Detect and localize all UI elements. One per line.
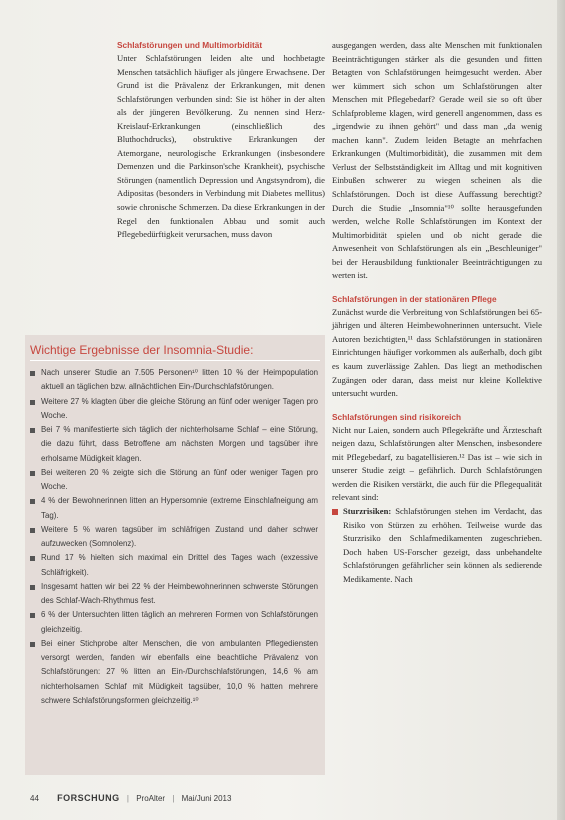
bullet-square-icon (332, 509, 338, 515)
list-item: Bei 7 % manifestierte sich täglich der nichterholsame Schlaf – eine Störung, die dazu führt, dass Betroffene am nächsten Morgen und tagsüber ihre erholsame Müdigkeit klagen. (30, 423, 318, 466)
list-item: Weitere 5 % waren tagsüber im schläfrigen Zustand und daher schwer aufzuwecken (Somnolenz). (30, 523, 318, 552)
page-footer (30, 793, 231, 803)
list-item: 4 % der Bewohnerinnen litten an Hypersomnie (extreme Einschlafneigung am Tag). (30, 494, 318, 523)
publication-name: ProAlter (136, 794, 166, 803)
bullet-square-icon (30, 471, 35, 476)
footer-separator: | (126, 794, 129, 803)
page-number: 44 (30, 794, 39, 803)
bullet-square-icon (30, 528, 35, 533)
list-item: Bei weiteren 20 % zeigte sich die Störung an fünf oder weniger Tagen pro Woche. (30, 466, 318, 495)
list-item: Nach unserer Studie an 7.505 Personen¹⁰ litten 10 % der Heimpopulation aktuell an täglichen bzw. allnächtlichen Ein-/Durchschlafstörungen. (30, 366, 318, 395)
issue-date: Mai/Juni 2013 (181, 794, 232, 803)
study-results-title: Wichtige Ergebnisse der Insomnia-Studie: (30, 343, 254, 357)
left-body-text: Unter Schlafstörungen leiden alte und hochbetagte Menschen tatsächlich häufiger als jüngere Erwachsene. Der Grund ist die Prävalenz der Erkrankungen, mit denen Schlafstörungen verbunden sind: Sie ist höher in der alten als der jüngeren Bevölkerung. Zu nennen sind Herz-Kreislauf-Erkrankungen (einschließlich des Bluthochdrucks), obstruktive Erkrankungen der Atemorgane, neurologische Erkrankungen (insbesondere Demenzen und die Parkinson'sche Krankheit), psychische Störungen (namentlich Depression und Angstsyndrom), die Adipositas (besonders in Verbindung mit Diabetes mellitus) sowie chronische Schmerzen. Da diese Erkrankungen in der Regel den funktionalen Abbau und somit auch Pflegebedürftigkeit verursachen, muss davon (117, 53, 325, 240)
list-item: Rund 17 % hielten sich maximal ein Drittel des Tages wach (exzessive Schläfrigkeit). (30, 551, 318, 580)
study-results-list (30, 366, 318, 708)
bullet-square-icon (30, 499, 35, 504)
bullet-square-icon (30, 585, 35, 590)
section-heading-multimorbidity: Schlafstörungen und Multimorbidität (117, 40, 263, 50)
right-intro-text: ausgegangen werden, dass alte Menschen mit funktionalen Beeinträchtigungen stärker als die gesunden und fitten Betagten von Schlafstörungen heimgesucht werden. Aber wer kümmert sich schon um Schlafstörungen alter Menschen mit Pflegebedarf? Gerade weil sie so oft über Schlafprobleme klagen, wird generell angenommen, dass es „irgendwie zu ihnen gehört" und dass man „da wenig machen kann". Zudem leiden Betagte an mehrfachen Erkrankungen (Multimorbidität), die zusammen mit dem Verlust der Selbstständigkeit im Alltag und mit kognitiven Einbußen schwerer zu wiegen scheinen als die Schlafstörungen. Doch ist diese Auffassung berechtigt? Durch die Studie „Insomnia"¹⁰ sollte herausgefunden werden, welche Rolle Schlafstörungen im Kontext der Multimorbidität spielen und ob nicht gerade die Anwesenheit von Schlafstörungen als ein „Beschleuniger" bei der Herausbildung funktionaler Beeinträchtigungen zu werten ist. (332, 40, 542, 281)
section-label: FORSCHUNG (57, 793, 120, 803)
footer-separator: | (172, 794, 175, 803)
bullet-text: Schlafstörungen stehen im Verdacht, das Risiko von Stürzen zu erhöhen. Teilweise wurde das Sturzrisiko den Schlafmedikamenten zugeschrieben. Doch haben US-Forscher gezeigt, dass unbehandelte Schlafstörungen gefährlicher sein können als sedierende Medikamente. Nach (343, 505, 542, 584)
risks-list (332, 505, 542, 586)
inpatient-care-text: Zunächst wurde die Verbreitung von Schlafstörungen bei 65-jährigen und älteren Heimbewohnerinnen untersucht. Viele Autoren bezichtigten,¹¹ dass Schlafstörungen in stationären Einrichtungen häufiger vorkommen als außerhalb, doch gibt es kaum zuverlässige Zahlen. Das liegt an methodischen Zugängen oder daran, dass meist nur kleine Kollektive untersucht wurden. (332, 306, 542, 399)
left-column (117, 39, 325, 242)
bullet-square-icon (30, 613, 35, 618)
bullet-term: Sturzrisiken: (343, 505, 392, 516)
bullet-square-icon (30, 428, 35, 433)
bullet-square-icon (30, 556, 35, 561)
section-heading-inpatient-care: Schlafstörungen in der stationären Pflege (332, 293, 497, 304)
list-item: Bei einer Stichprobe alter Menschen, die von ambulanten Pflegediensten versorgt werden, fanden wir ebenfalls eine beachtliche Prävalenz von Schlafstörungen: 27 % litten an Ein-/Durchschlafstörungen, 14,6 % am nichterholsamen Schlaf mit Müdigkeit tagsüber, 10,0 % hatten mehrere schwere Schlafstörungsformen gleichzeitig.¹⁰ (30, 637, 318, 708)
right-column (332, 39, 542, 586)
section-heading-risks: Schlafstörungen sind risikoreich (332, 411, 462, 422)
bullet-square-icon (30, 642, 35, 647)
bullet-square-icon (30, 400, 35, 405)
list-item (332, 505, 542, 586)
bullet-square-icon (30, 371, 35, 376)
risks-text: Nicht nur Laien, sondern auch Pflegekräfte und Ärzteschaft neigen dazu, Schlafstörungen alter Menschen, insbesondere mit Pflegebedarf, zu bagatellisieren.¹² Das ist – wie sich in unserer Studie zeigt – gefährlich. Durch Schlafstörungen werden die Risiken verstärkt, die auch für die Pflegequalität relevant sind: (332, 424, 542, 503)
page-edge (557, 0, 565, 820)
list-item: 6 % der Untersuchten litten täglich an mehreren Formen von Schlafstörungen gleichzeitig. (30, 608, 318, 637)
box-divider (30, 360, 320, 361)
list-item: Weitere 27 % klagten über die gleiche Störung an fünf oder weniger Tagen pro Woche. (30, 395, 318, 424)
list-item: Insgesamt hatten wir bei 22 % der Heimbewohnerinnen schwerste Störungen des Schlaf-Wach-Rhythmus fest. (30, 580, 318, 609)
